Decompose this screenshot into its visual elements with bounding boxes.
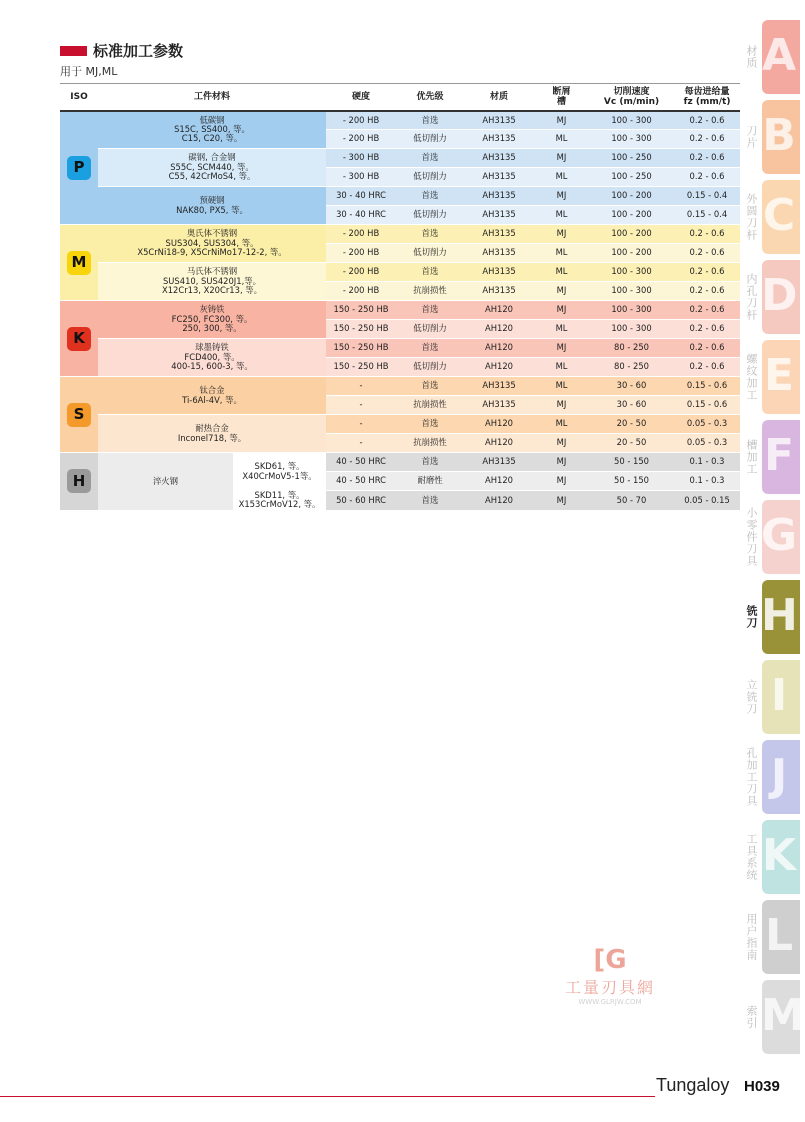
cell-breaker: MJ — [534, 472, 589, 491]
workpiece-material — [98, 187, 326, 225]
page-title: 标准加工参数 — [93, 42, 184, 60]
cell-feed: 0.05 - 0.15 — [674, 491, 740, 511]
cell-speed: 20 - 50 — [589, 434, 674, 453]
cell-speed: 100 - 200 — [589, 187, 674, 206]
material-line: 250, 300, 等。 — [182, 323, 242, 334]
material-line: S55C, SCM440, 等。 — [170, 161, 254, 172]
page-number: H039 — [744, 1078, 780, 1095]
col-feed: 每齿进给量 fz (mm/t) — [674, 84, 740, 111]
tab-letter: L — [764, 910, 794, 961]
cell-breaker: MJ — [534, 282, 589, 301]
col-hardness: 硬度 — [326, 84, 396, 111]
material-line: SKD61, 等。 — [254, 461, 305, 472]
cell-speed: 100 - 300 — [589, 320, 674, 339]
cell-speed: 100 - 250 — [589, 149, 674, 168]
workpiece-material — [98, 415, 326, 453]
cell-speed: 100 - 200 — [589, 244, 674, 263]
material-line: S15C, SS400, 等。 — [174, 124, 250, 135]
iso-group-m — [60, 225, 98, 301]
cell-priority: 首选 — [396, 225, 464, 244]
cell-breaker: MJ — [534, 111, 589, 130]
table-row — [60, 149, 740, 168]
cell-feed: 0.2 - 0.6 — [674, 282, 740, 301]
table-header-row — [60, 84, 740, 111]
cell-hardness: - 200 HB — [326, 263, 396, 282]
col-breaker: 断屑 槽 — [534, 84, 589, 111]
cell-priority: 首选 — [396, 301, 464, 320]
cell-breaker: MJ — [534, 301, 589, 320]
col-material: 工件材料 — [98, 84, 326, 111]
tab-label: 小零件刀具 — [745, 507, 758, 567]
cell-grade: AH3135 — [464, 130, 534, 149]
workpiece-material — [98, 263, 326, 301]
cell-feed: 0.2 - 0.6 — [674, 225, 740, 244]
cell-priority: 首选 — [396, 263, 464, 282]
cell-breaker: ML — [534, 320, 589, 339]
cell-breaker: MJ — [534, 339, 589, 358]
cell-speed: 100 - 200 — [589, 206, 674, 225]
cell-priority: 低切削力 — [396, 320, 464, 339]
cell-feed: 0.2 - 0.6 — [674, 320, 740, 339]
cell-breaker: ML — [534, 168, 589, 187]
cell-priority: 首选 — [396, 491, 464, 511]
cell-priority: 低切削力 — [396, 244, 464, 263]
cell-speed: 100 - 300 — [589, 263, 674, 282]
cell-hardness: - — [326, 377, 396, 396]
tab-label: 螺纹加工 — [745, 353, 758, 401]
col-grade: 材质 — [464, 84, 534, 111]
cell-priority: 低切削力 — [396, 130, 464, 149]
chapter-tab-f[interactable] — [736, 420, 800, 494]
cell-breaker: ML — [534, 244, 589, 263]
cell-breaker: MJ — [534, 149, 589, 168]
tab-label: 孔加工刀具 — [745, 747, 758, 807]
chapter-tab-d[interactable] — [736, 260, 800, 334]
cell-grade: AH3135 — [464, 453, 534, 472]
workpiece-material — [98, 149, 326, 187]
table-row — [60, 415, 740, 434]
cell-hardness: 30 - 40 HRC — [326, 187, 396, 206]
cell-grade: AH120 — [464, 472, 534, 491]
cell-feed: 0.2 - 0.6 — [674, 149, 740, 168]
tab-letter: G — [761, 510, 798, 561]
chapter-tab-a[interactable] — [736, 20, 800, 94]
workpiece-material — [98, 377, 326, 415]
cell-hardness: 40 - 50 HRC — [326, 472, 396, 491]
cell-feed: 0.2 - 0.6 — [674, 244, 740, 263]
cell-priority: 低切削力 — [396, 358, 464, 377]
workpiece-material — [98, 111, 326, 149]
cell-hardness: 30 - 40 HRC — [326, 206, 396, 225]
cell-grade: AH3135 — [464, 263, 534, 282]
cell-grade: AH3135 — [464, 282, 534, 301]
material-line: NAK80, PX5, 等。 — [176, 204, 248, 215]
cell-hardness: - 200 HB — [326, 225, 396, 244]
cell-feed: 0.15 - 0.6 — [674, 396, 740, 415]
watermark — [540, 945, 680, 1006]
tab-letter: J — [770, 750, 788, 801]
cell-priority: 首选 — [396, 415, 464, 434]
material-line: C15, C20, 等。 — [181, 133, 243, 144]
chapter-tab-j[interactable] — [736, 740, 800, 814]
cell-priority: 抗崩损性 — [396, 396, 464, 415]
cell-speed: 100 - 200 — [589, 225, 674, 244]
cell-priority: 抗崩损性 — [396, 282, 464, 301]
cell-hardness: 150 - 250 HB — [326, 358, 396, 377]
cell-grade: AH120 — [464, 320, 534, 339]
chapter-tab-h[interactable] — [736, 580, 800, 654]
iso-badge: P — [67, 156, 91, 180]
material-line: 400-15, 600-3, 等。 — [171, 361, 253, 372]
cell-grade: AH3135 — [464, 244, 534, 263]
tab-label: 工具系统 — [745, 833, 758, 881]
table-row — [60, 377, 740, 396]
cell-hardness: 150 - 250 HB — [326, 301, 396, 320]
tab-letter: H — [761, 590, 798, 641]
workpiece-material — [233, 453, 326, 491]
cell-speed: 100 - 300 — [589, 130, 674, 149]
cell-feed: 0.15 - 0.4 — [674, 206, 740, 225]
cell-breaker: MJ — [534, 491, 589, 511]
tab-label: 内孔刀杆 — [745, 273, 758, 321]
cell-feed: 0.2 - 0.6 — [674, 130, 740, 149]
iso-group-k — [60, 301, 98, 377]
material-line: 低碳钢 — [199, 114, 225, 125]
material-line: 灰铸铁 — [199, 304, 225, 315]
chapter-tab-b[interactable] — [736, 100, 800, 174]
iso-group-h — [60, 453, 98, 511]
tab-letter: F — [763, 430, 795, 481]
cell-feed: 0.05 - 0.3 — [674, 415, 740, 434]
cell-breaker: MJ — [534, 225, 589, 244]
cell-grade: AH120 — [464, 358, 534, 377]
cell-breaker: MJ — [534, 453, 589, 472]
material-line: 球墨铸铁 — [195, 342, 229, 353]
cell-speed: 50 - 150 — [589, 472, 674, 491]
chapter-tab-l[interactable] — [736, 900, 800, 974]
cell-hardness: - 300 HB — [326, 149, 396, 168]
material-line: 奥氏体不锈钢 — [186, 228, 238, 239]
tab-label: 立铣刀 — [745, 679, 758, 715]
cell-breaker: MJ — [534, 396, 589, 415]
cell-breaker: MJ — [534, 187, 589, 206]
cell-priority: 抗崩损性 — [396, 434, 464, 453]
cell-speed: 50 - 70 — [589, 491, 674, 511]
table-row — [60, 453, 740, 472]
cell-hardness: - — [326, 434, 396, 453]
material-line: X40CrMoV5-1等。 — [242, 470, 317, 481]
cell-grade: AH120 — [464, 301, 534, 320]
page-subtitle: 用于 MJ,ML — [60, 65, 118, 78]
cell-speed: 50 - 150 — [589, 453, 674, 472]
cell-grade: AH3135 — [464, 168, 534, 187]
workpiece-material — [98, 339, 326, 377]
cell-feed: 0.15 - 0.6 — [674, 377, 740, 396]
cell-speed: 100 - 300 — [589, 301, 674, 320]
cell-speed: 80 - 250 — [589, 358, 674, 377]
tab-letter: E — [763, 350, 795, 401]
cell-hardness: 50 - 60 HRC — [326, 491, 396, 511]
material-line: FC250, FC300, 等。 — [171, 313, 253, 324]
material-line: 预硬钢 — [199, 195, 225, 206]
material-line: FCD400, 等。 — [184, 351, 240, 362]
cell-hardness: - 300 HB — [326, 168, 396, 187]
cell-grade: AH3135 — [464, 187, 534, 206]
tab-label: 外圆刀杆 — [745, 193, 758, 241]
cell-hardness: - 200 HB — [326, 282, 396, 301]
cell-grade: AH3135 — [464, 377, 534, 396]
col-priority: 优先级 — [396, 84, 464, 111]
cell-breaker: MJ — [534, 434, 589, 453]
iso-badge: M — [67, 251, 91, 275]
cell-speed: 80 - 250 — [589, 339, 674, 358]
cell-hardness: - — [326, 415, 396, 434]
cell-priority: 首选 — [396, 187, 464, 206]
tab-label: 刀片 — [745, 125, 758, 149]
footer-brand: Tungaloy — [656, 1075, 730, 1095]
table-row — [60, 339, 740, 358]
cell-grade: AH120 — [464, 491, 534, 511]
cell-priority: 首选 — [396, 453, 464, 472]
watermark-logo: [G — [593, 945, 627, 975]
cell-speed: 30 - 60 — [589, 377, 674, 396]
cell-speed: 100 - 300 — [589, 282, 674, 301]
chapter-tab-i[interactable] — [736, 660, 800, 734]
chapter-tab-m[interactable] — [736, 980, 805, 1054]
cell-feed: 0.2 - 0.6 — [674, 339, 740, 358]
tab-letter: I — [770, 670, 788, 721]
cell-grade: AH120 — [464, 339, 534, 358]
material-line: SUS304, SUS304, 等。 — [165, 237, 259, 248]
material-line: Ti-6Al-4V, 等。 — [182, 394, 242, 405]
tab-label: 索引 — [745, 1005, 758, 1029]
machining-parameters-table — [60, 83, 740, 511]
tab-letter: M — [761, 990, 805, 1041]
tab-letter: K — [761, 830, 797, 881]
cell-feed: 0.05 - 0.3 — [674, 434, 740, 453]
material-line: X12Cr13, X20Cr13, 等。 — [161, 285, 263, 296]
cell-feed: 0.15 - 0.4 — [674, 187, 740, 206]
cell-breaker: ML — [534, 377, 589, 396]
cell-feed: 0.2 - 0.6 — [674, 301, 740, 320]
iso-group-p — [60, 111, 98, 225]
cell-breaker: ML — [534, 206, 589, 225]
footer-rule — [0, 1096, 655, 1097]
cell-feed: 0.2 - 0.6 — [674, 111, 740, 130]
watermark-name: 工量刃具網 — [564, 978, 655, 997]
cell-hardness: 40 - 50 HRC — [326, 453, 396, 472]
col-iso: ISO — [60, 84, 98, 111]
col-speed: 切削速度 Vc (m/min) — [589, 84, 674, 111]
material-line: SKD11, 等。 — [254, 490, 305, 500]
material-group: 淬火钢 — [98, 453, 233, 511]
cell-priority: 耐磨性 — [396, 472, 464, 491]
cell-priority: 首选 — [396, 339, 464, 358]
material-line: X153CrMoV12, 等。 — [238, 499, 321, 510]
cell-hardness: - 200 HB — [326, 130, 396, 149]
cell-breaker: ML — [534, 358, 589, 377]
cell-feed: 0.2 - 0.6 — [674, 263, 740, 282]
table-row — [60, 301, 740, 320]
cell-hardness: - — [326, 396, 396, 415]
cell-speed: 20 - 50 — [589, 415, 674, 434]
iso-group-s — [60, 377, 98, 453]
cell-priority: 首选 — [396, 377, 464, 396]
cell-priority: 首选 — [396, 149, 464, 168]
cell-feed: 0.2 - 0.6 — [674, 358, 740, 377]
tab-label: 用户指南 — [745, 913, 758, 961]
cell-grade: AH3135 — [464, 111, 534, 130]
cell-priority: 低切削力 — [396, 168, 464, 187]
tab-letter: C — [762, 190, 796, 241]
section-header — [60, 40, 183, 61]
tab-letter: B — [762, 110, 796, 161]
tab-label: 材质 — [745, 45, 758, 69]
table-row — [60, 225, 740, 244]
cell-breaker: ML — [534, 130, 589, 149]
workpiece-material — [98, 225, 326, 263]
cell-grade: AH3135 — [464, 396, 534, 415]
iso-badge: K — [67, 327, 91, 351]
table-row — [60, 111, 740, 130]
cell-grade: AH3135 — [464, 149, 534, 168]
title-marker — [60, 46, 87, 56]
cell-grade: AH120 — [464, 415, 534, 434]
tab-label: 铣刀 — [745, 605, 758, 629]
material-line: 耐热合金 — [195, 423, 229, 434]
workpiece-material — [233, 491, 326, 511]
cell-feed: 0.1 - 0.3 — [674, 472, 740, 491]
table-row — [60, 187, 740, 206]
chapter-tab-k[interactable] — [736, 820, 800, 894]
material-line: X5CrNi18-9, X5CrNiMo17-12-2, 等。 — [137, 247, 287, 258]
iso-badge: H — [67, 469, 91, 493]
cell-feed: 0.2 - 0.6 — [674, 168, 740, 187]
tab-letter: D — [761, 270, 798, 321]
cell-breaker: ML — [534, 263, 589, 282]
chapter-tab-c[interactable] — [736, 180, 800, 254]
material-line: Inconel718, 等。 — [177, 432, 247, 443]
cell-priority: 首选 — [396, 111, 464, 130]
cell-hardness: 150 - 250 HB — [326, 339, 396, 358]
workpiece-material — [98, 301, 326, 339]
chapter-tab-e[interactable] — [736, 340, 800, 414]
tab-label: 槽加工 — [745, 439, 758, 475]
cell-grade: AH3135 — [464, 206, 534, 225]
cell-breaker: ML — [534, 415, 589, 434]
watermark-url: WWW.GLRJW.COM — [578, 998, 642, 1006]
cell-speed: 100 - 250 — [589, 168, 674, 187]
material-line: 钛合金 — [199, 385, 225, 396]
material-line: SUS410, SUS420J1,等。 — [162, 275, 262, 286]
table-row — [60, 263, 740, 282]
cell-hardness: - 200 HB — [326, 111, 396, 130]
material-line: 碳钢, 合金钢 — [188, 152, 236, 163]
cell-hardness: 150 - 250 HB — [326, 320, 396, 339]
cell-feed: 0.1 - 0.3 — [674, 453, 740, 472]
cell-grade: AH3135 — [464, 225, 534, 244]
material-line: C55, 42CrMoS4, 等。 — [168, 171, 256, 182]
chapter-tab-g[interactable] — [736, 500, 800, 574]
cell-grade: AH120 — [464, 434, 534, 453]
tab-letter: A — [761, 30, 797, 81]
cell-speed: 100 - 300 — [589, 111, 674, 130]
cell-hardness: - 200 HB — [326, 244, 396, 263]
cell-speed: 30 - 60 — [589, 396, 674, 415]
material-line: 马氏体不锈钢 — [186, 266, 238, 277]
iso-badge: S — [67, 403, 91, 427]
cell-priority: 低切削力 — [396, 206, 464, 225]
